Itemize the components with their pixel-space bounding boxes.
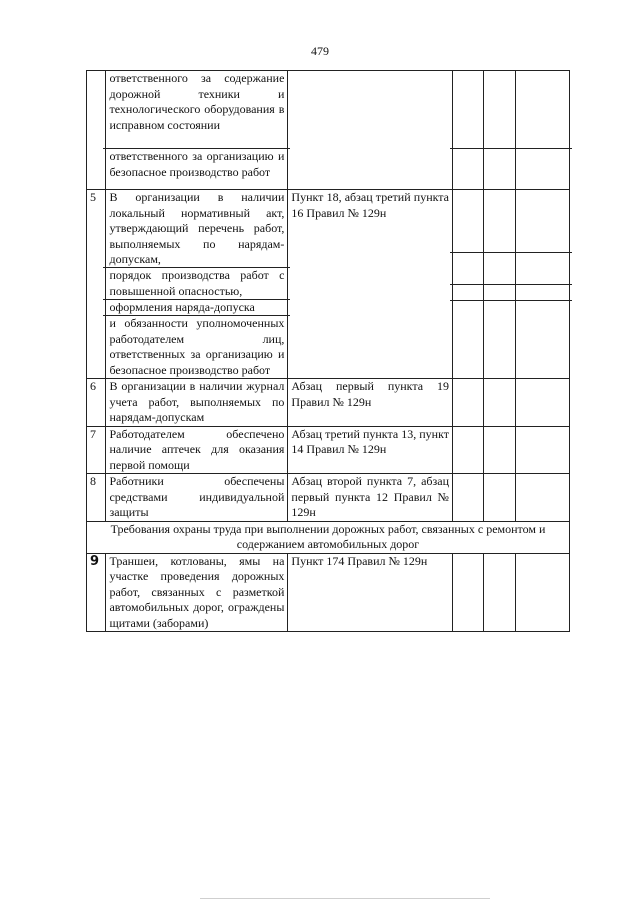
page-number: 479 (311, 44, 329, 58)
table-row (87, 426, 570, 474)
section-heading: Требования охраны труда при выполнении дорожных работ, связанных с ремонтом и содержанием автомобильных дорог (87, 521, 570, 553)
answer-cell (484, 379, 515, 427)
row-number-handwritten: 9 (90, 553, 100, 569)
row-number: 7 (87, 426, 106, 474)
note-cell (515, 190, 569, 379)
note-cell (515, 71, 569, 190)
table-row (87, 379, 570, 427)
answer-cell (453, 426, 484, 474)
reference-cell: Пункт 174 Правил № 129н (288, 553, 453, 632)
note-cell (515, 426, 569, 474)
table-row (87, 474, 570, 522)
note-cell (515, 553, 569, 632)
answer-cell (453, 553, 484, 632)
row-number (87, 553, 106, 632)
requirement-text: оформления наряда-допуска (109, 300, 255, 314)
requirement-text: Работники обеспечены средствами индивидуальной защиты (106, 474, 288, 522)
requirement-text: Траншеи, котлованы, ямы на участке проведения дорожных работ, связанных с разметкой автомобильных дорог, ограждены щитами (заборами) (106, 553, 288, 632)
answer-cell (453, 474, 484, 522)
requirement-cell (106, 190, 288, 379)
table-row (87, 71, 570, 190)
requirement-text: ответственного за организацию и безопасное производство работ (109, 149, 285, 179)
table-row (87, 553, 570, 632)
answer-cell (484, 190, 515, 379)
requirement-text: и обязанности уполномоченных работодателем лиц, ответственных за организацию и безопасное производство работ (109, 316, 285, 377)
requirement-text: В организации в наличии журнал учета работ, выполняемых по нарядам-допускам (106, 379, 288, 427)
requirement-text: Работодателем обеспечено наличие аптечек для оказания первой помощи (106, 426, 288, 474)
reference-cell (288, 71, 453, 190)
answer-cell (484, 426, 515, 474)
row-number: 8 (87, 474, 106, 522)
note-cell (515, 379, 569, 427)
answer-cell (453, 190, 484, 379)
requirement-text: ответственного за содержание дорожной техники и технологического оборудования в исправном состоянии (109, 71, 285, 132)
requirement-text: порядок производства работ с повышенной опасностью, (109, 268, 285, 298)
reference-cell: Пункт 18, абзац третий пункта 16 Правил № 129н (288, 190, 453, 379)
scan-artifact-line (200, 898, 490, 899)
answer-cell (484, 71, 515, 190)
answer-cell (453, 71, 484, 190)
row-number: 6 (87, 379, 106, 427)
table-row (87, 521, 570, 553)
row-number: 5 (87, 190, 106, 379)
answer-cell (484, 474, 515, 522)
requirement-text: В организации в наличии локальный нормативный акт, утверждающий перечень работ, выполняемых по нарядам-допускам, (109, 190, 285, 266)
note-cell (515, 474, 569, 522)
answer-cell (484, 553, 515, 632)
reference-cell: Абзац первый пункта 19 Правил № 129н (288, 379, 453, 427)
table-row (87, 190, 570, 379)
reference-cell: Абзац второй пункта 7, абзац первый пункта 12 Правил № 129н (288, 474, 453, 522)
checklist-table (86, 70, 570, 632)
reference-cell: Абзац третий пункта 13, пункт 14 Правил № 129н (288, 426, 453, 474)
row-number (87, 71, 106, 190)
requirement-cell (106, 71, 288, 190)
answer-cell (453, 379, 484, 427)
